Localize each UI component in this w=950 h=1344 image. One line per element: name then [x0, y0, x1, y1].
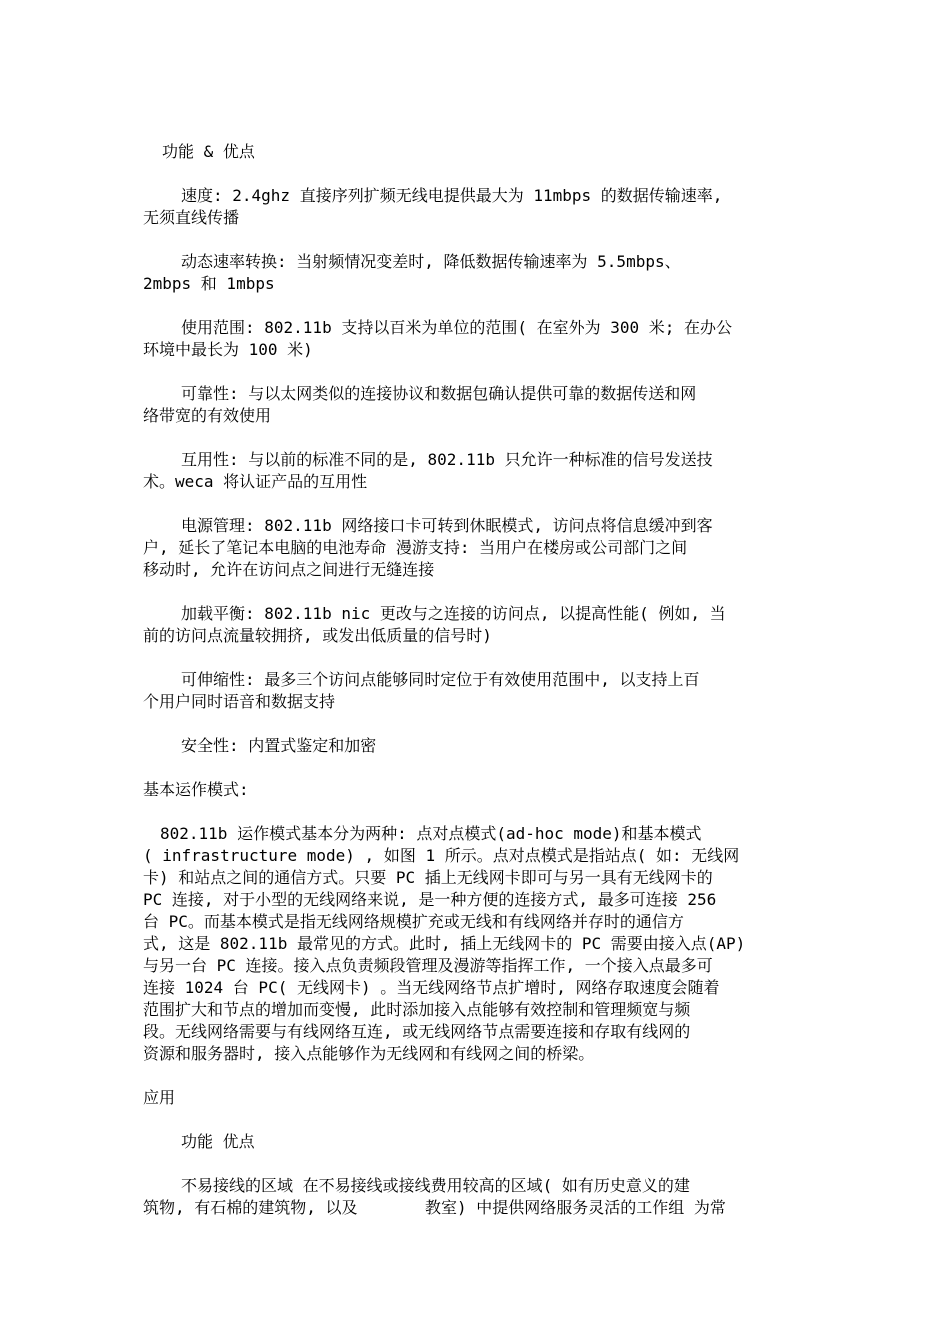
section-heading-application: 应用 [143, 1088, 176, 1107]
paragraph-line: 可靠性: 与以太网类似的连接协议和数据包确认提供可靠的数据传送和网 [181, 384, 697, 403]
paragraph-line: 式, 这是 802.11b 最常见的方式。此时, 插上无线网卡的 PC 需要由接入点(AP) [143, 934, 746, 953]
paragraph-line: ( infrastructure mode) , 如图 1 所示。点对点模式是指站点( 如: 无线网 [143, 846, 740, 865]
paragraph-line: 环境中最长为 100 米) [143, 340, 313, 359]
paragraph-line: 加载平衡: 802.11b nic 更改与之连接的访问点, 以提高性能( 例如, 当 [181, 604, 726, 623]
paragraph-line: 资源和服务器时, 接入点能够作为无线网和有线网之间的桥梁。 [143, 1044, 595, 1063]
paragraph-line: 安全性: 内置式鉴定和加密 [181, 736, 377, 755]
paragraph-line: 802.11b 运作模式基本分为两种: 点对点模式(ad-hoc mode)和基本模式 [160, 824, 702, 843]
section-heading-basic-modes: 基本运作模式: [143, 780, 249, 799]
paragraph-line: 连接 1024 台 PC( 无线网卡) 。当无线网络节点扩增时, 网络存取速度会随着 [143, 978, 720, 997]
paragraph-line: 前的访问点流量较拥挤, 或发出低质量的信号时) [143, 626, 492, 645]
paragraph-line: 段。无线网络需要与有线网络互连, 或无线网络节点需要连接和存取有线网的 [143, 1022, 691, 1041]
paragraph-line: 电源管理: 802.11b 网络接口卡可转到休眠模式, 访问点将信息缓冲到客 [181, 516, 713, 535]
paragraph-line: 个用户同时语音和数据支持 [143, 692, 336, 711]
paragraph-line: 使用范围: 802.11b 支持以百米为单位的范围( 在室外为 300 米; 在办公 [181, 318, 733, 337]
paragraph-line: 户, 延长了笔记本电脑的电池寿命 漫游支持: 当用户在楼房或公司部门之间 [143, 538, 688, 557]
paragraph-line: 术。weca 将认证产品的互用性 [143, 472, 368, 491]
paragraph-line: 络带宽的有效使用 [143, 406, 272, 425]
paragraph-line: 可伸缩性: 最多三个访问点能够同时定位于有效使用范围中, 以支持上百 [181, 670, 700, 689]
paragraph-line: PC 连接, 对于小型的无线网络来说, 是一种方便的连接方式, 最多可连接 256 [143, 890, 717, 909]
paragraph-line: 筑物, 有石棉的建筑物, 以及 教室) 中提供网络服务灵活的工作组 为常 [143, 1198, 726, 1217]
paragraph-line: 卡) 和站点之间的通信方式。只要 PC 插上无线网卡即可与另一具有无线网卡的 [143, 868, 713, 887]
paragraph-line: 速度: 2.4ghz 直接序列扩频无线电提供最大为 11mbps 的数据传输速率, [181, 186, 723, 205]
paragraph-line: 动态速率转换: 当射频情况变差时, 降低数据传输速率为 5.5mbps、 [181, 252, 681, 271]
paragraph-line: 与另一台 PC 连接。接入点负责频段管理及漫游等指挥工作, 一个接入点最多可 [143, 956, 713, 975]
paragraph-line: 不易接线的区域 在不易接线或接线费用较高的区域( 如有历史意义的建 [181, 1176, 690, 1195]
paragraph-line: 移动时, 允许在访问点之间进行无缝连接 [143, 560, 435, 579]
paragraph-line: 台 PC。而基本模式是指无线网络规模扩充或无线和有线网络并存时的通信方 [143, 912, 684, 931]
features-heading: 功能 & 优点 [162, 142, 255, 161]
paragraph-line: 无须直线传播 [143, 208, 240, 227]
paragraph-line: 2mbps 和 1mbps [143, 274, 275, 293]
features-heading-2: 功能 优点 [181, 1132, 255, 1151]
paragraph-line: 范围扩大和节点的增加而变慢, 此时添加接入点能够有效控制和管理频宽与频 [143, 1000, 691, 1019]
paragraph-line: 互用性: 与以前的标准不同的是, 802.11b 只允许一种标准的信号发送技 [181, 450, 713, 469]
